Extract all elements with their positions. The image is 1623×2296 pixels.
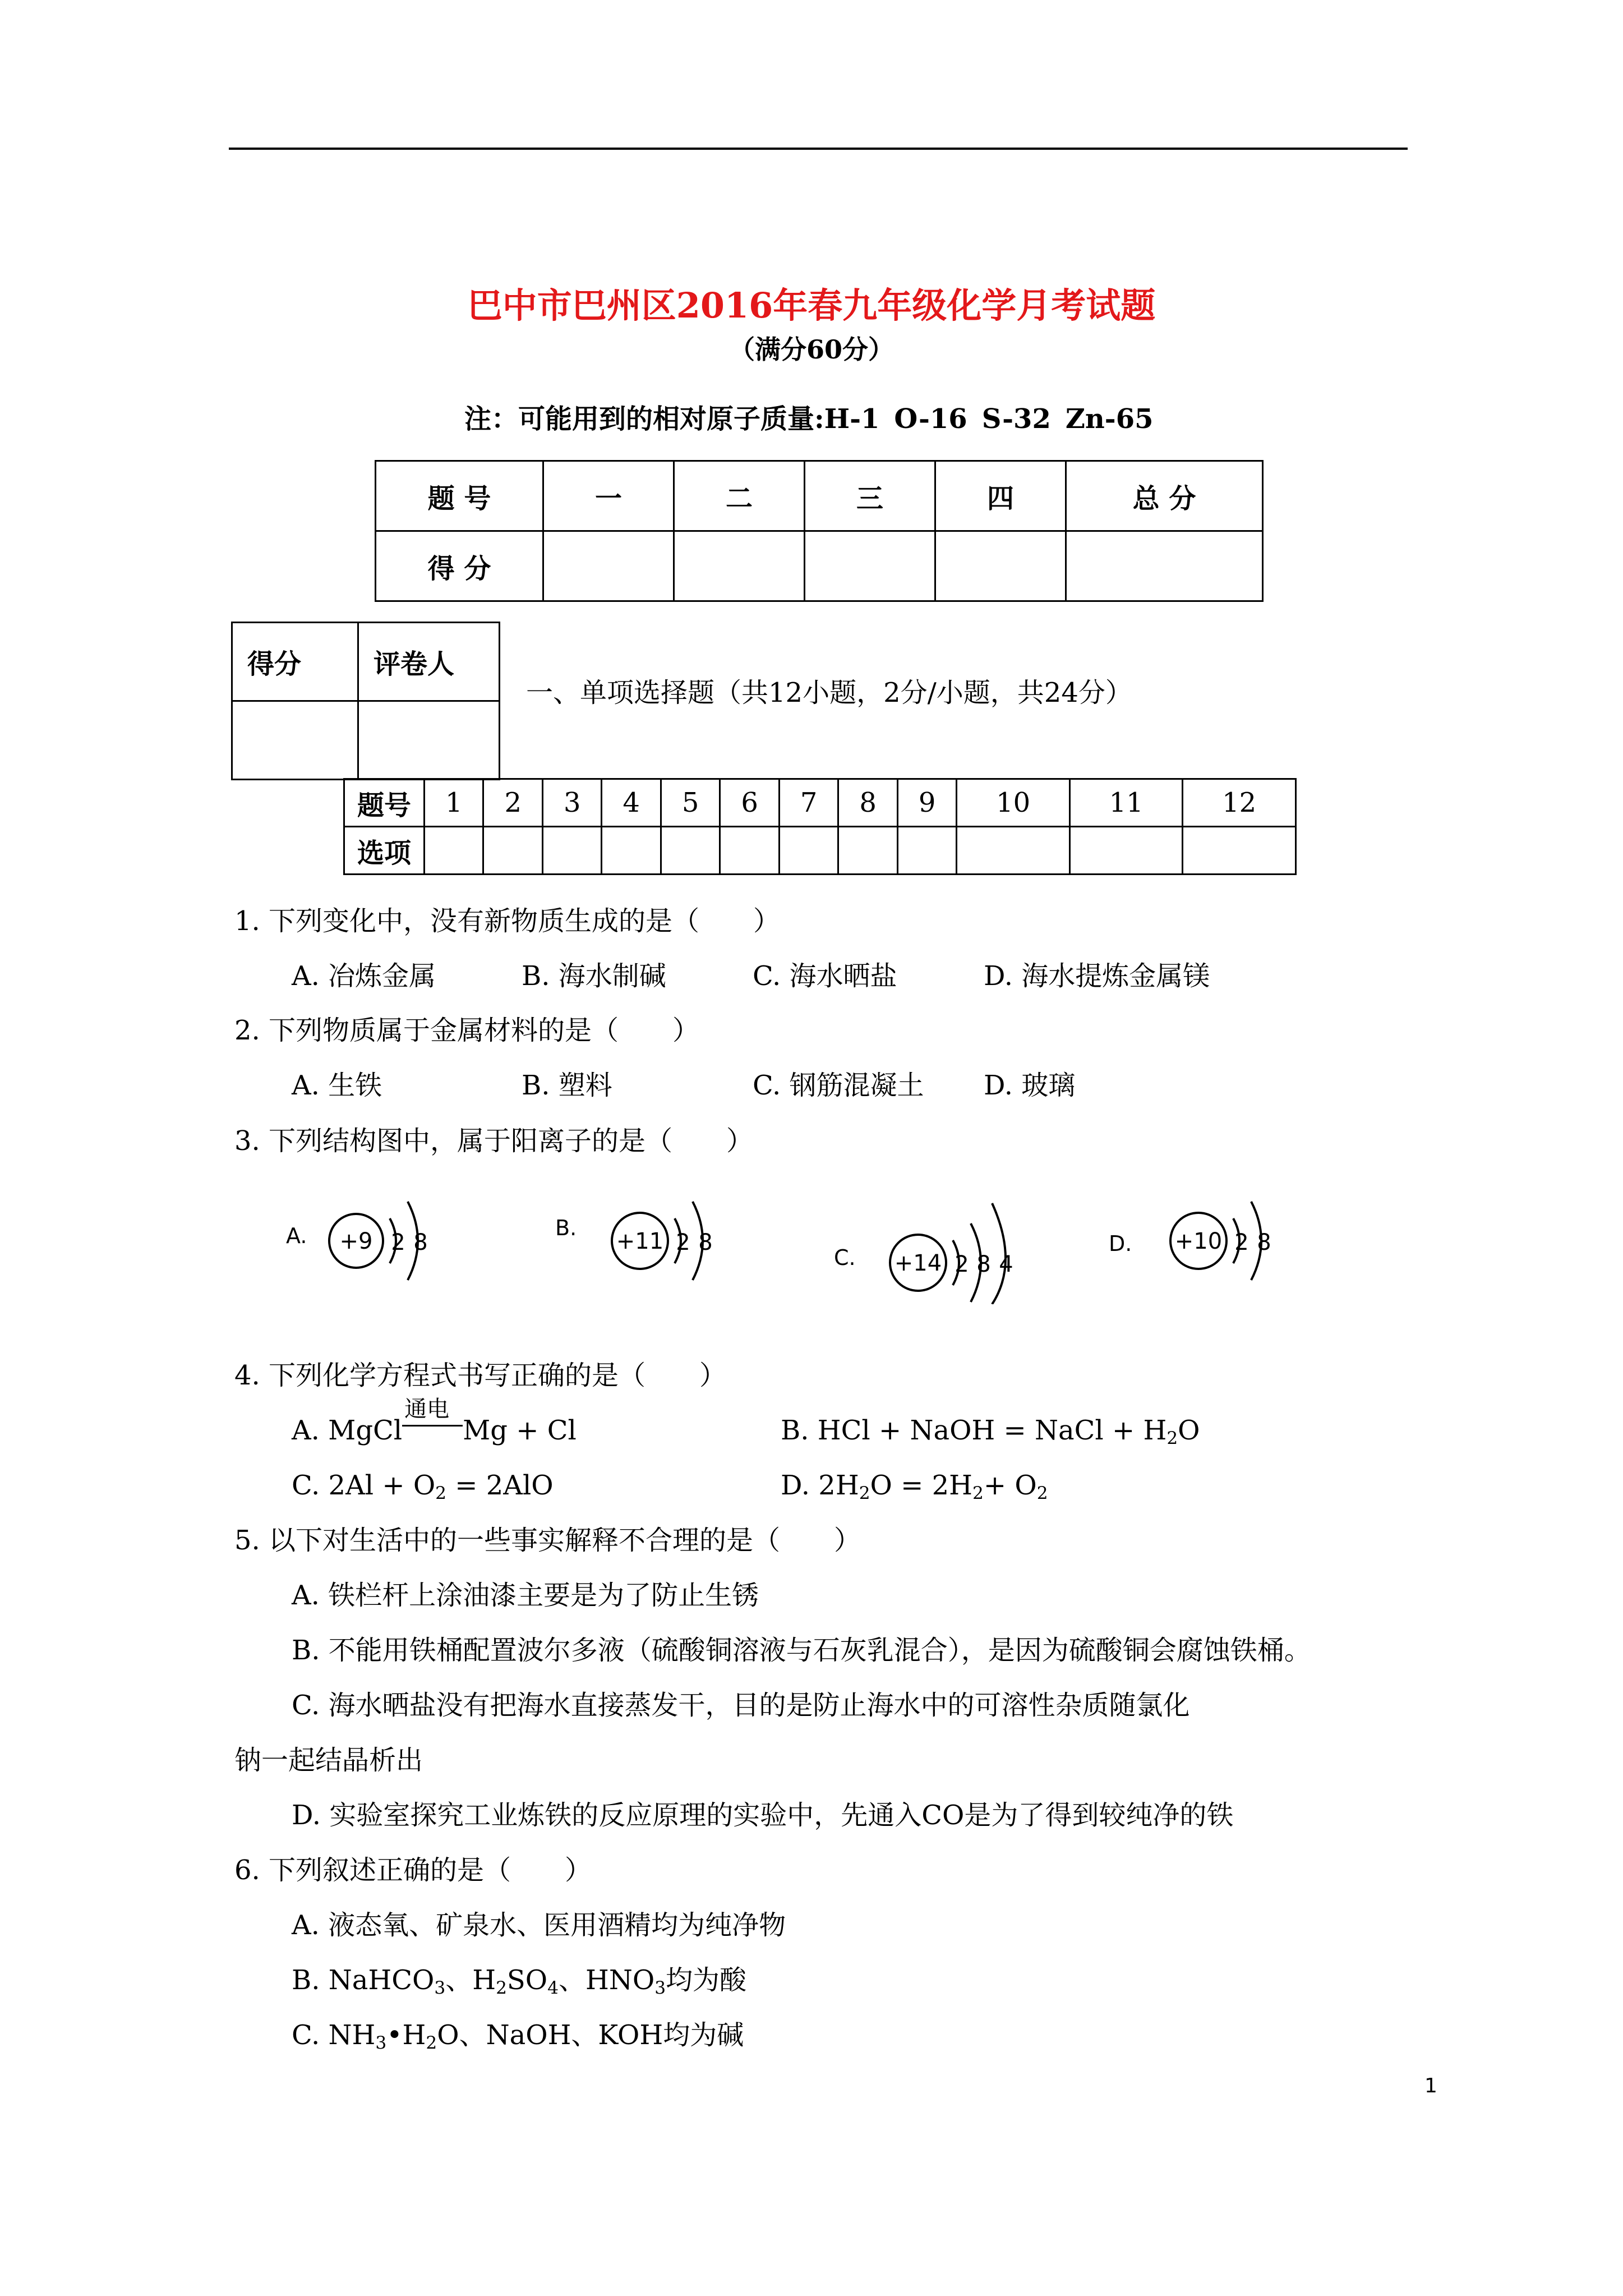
question-4-option-d[interactable] xyxy=(781,1469,1048,1510)
q6b-part-3: SO xyxy=(506,1964,548,1996)
score-cell[interactable] xyxy=(543,531,674,601)
answer-number: 9 xyxy=(897,779,956,827)
answer-number: 4 xyxy=(602,779,661,827)
q6c-sub-2: 2 xyxy=(426,2032,437,2053)
eq-c-sub: 2 xyxy=(435,1483,447,1503)
score-header-cell: 二 xyxy=(674,461,805,531)
page-number: 1 xyxy=(1424,2074,1437,2097)
q6c-part-3: O、NaOH、KOH均为碱 xyxy=(437,2019,744,2051)
section-heading: 一、单项选择题（共12小题，2分/小题，共24分） xyxy=(526,677,1132,708)
eq-a-prefix: A. MgCl xyxy=(292,1415,403,1446)
eq-d-part-2: O = 2H xyxy=(870,1470,973,1501)
answer-number: 6 xyxy=(720,779,779,827)
atom-c-shell-3: 4 xyxy=(999,1251,1013,1277)
answer-number: 11 xyxy=(1069,779,1183,827)
atom-diagram-b[interactable] xyxy=(552,1167,743,1290)
atom-diagram-c[interactable] xyxy=(831,1170,1044,1304)
atom-d-shell-1: 2 xyxy=(1234,1230,1249,1255)
atom-c-shell-1: 2 xyxy=(955,1251,969,1277)
reaction-bar xyxy=(402,1425,463,1427)
eq-a-suffix: Mg + Cl xyxy=(463,1415,577,1446)
answer-cell[interactable] xyxy=(779,827,838,875)
score-row-label: 得 分 xyxy=(376,531,543,601)
question-4-stem: 4. 下列化学方程式书写正确的是（ ） xyxy=(234,1360,727,1391)
score-header-cell: 四 xyxy=(935,461,1066,531)
answer-cell[interactable] xyxy=(897,827,956,875)
eq-d-part-3: + O xyxy=(983,1470,1037,1501)
mass-zn: Zn-65 xyxy=(1065,403,1154,435)
score-header-cell: 题 号 xyxy=(376,461,543,531)
score-cell[interactable] xyxy=(935,531,1066,601)
question-2-option-a[interactable]: A. 生铁 xyxy=(292,1070,382,1101)
eq-c-prefix: C. 2Al + O xyxy=(292,1470,436,1501)
answer-cell[interactable] xyxy=(1069,827,1183,875)
atom-a-shell-2: 8 xyxy=(413,1230,428,1255)
atom-b-shell-1: 2 xyxy=(676,1230,690,1255)
header-rule xyxy=(229,148,1408,150)
q6b-part-4: 、HNO xyxy=(558,1964,655,1996)
exam-title: 巴中市巴州区2016年春九年级化学月考试题 xyxy=(467,285,1156,326)
eq-d-part-1: D. 2H xyxy=(781,1470,859,1501)
atom-b-charge: +11 xyxy=(616,1228,664,1254)
question-4-option-b[interactable] xyxy=(781,1414,1200,1455)
question-1-option-c[interactable]: C. 海水晒盐 xyxy=(753,960,897,992)
atom-a-letter: A. xyxy=(286,1223,307,1248)
atom-c-letter: C. xyxy=(834,1245,856,1270)
atom-b-letter: B. xyxy=(555,1216,577,1240)
atom-d-charge: +10 xyxy=(1174,1228,1223,1254)
mass-h: H-1 xyxy=(824,403,880,435)
answer-number: 8 xyxy=(838,779,897,827)
atom-diagram-a[interactable] xyxy=(283,1167,463,1290)
grader-score-cell[interactable] xyxy=(232,701,358,780)
answer-cell[interactable] xyxy=(542,827,601,875)
answer-row-label: 题号 xyxy=(344,779,425,827)
q6b-part-5: 均为酸 xyxy=(666,1964,747,1996)
answer-row-label: 选项 xyxy=(344,827,425,875)
question-1-option-b[interactable]: B. 海水制碱 xyxy=(522,960,666,992)
question-1-option-d[interactable]: D. 海水提炼金属镁 xyxy=(984,960,1210,992)
eq-d-sub-1: 2 xyxy=(859,1483,870,1503)
question-6-stem: 6. 下列叙述正确的是（ ） xyxy=(234,1855,592,1886)
answer-number: 7 xyxy=(779,779,838,827)
question-6-option-a[interactable]: A. 液态氧、矿泉水、医用酒精均为纯净物 xyxy=(292,1910,786,1941)
score-cell[interactable] xyxy=(1066,531,1263,601)
answer-cell[interactable] xyxy=(483,827,542,875)
question-5-option-b[interactable]: B. 不能用铁桶配置波尔多液（硫酸铜溶液与石灰乳混合），是因为硫酸铜会腐蚀铁桶。 xyxy=(292,1635,1311,1666)
question-5-option-a[interactable]: A. 铁栏杆上涂油漆主要是为了防止生锈 xyxy=(292,1580,759,1611)
question-2-stem: 2. 下列物质属于金属材料的是（ ） xyxy=(234,1015,700,1046)
eq-b-prefix: B. HCl + NaOH = NaCl + H xyxy=(781,1415,1167,1446)
score-header-cell: 一 xyxy=(543,461,674,531)
answer-number: 3 xyxy=(542,779,601,827)
score-header-cell: 总 分 xyxy=(1066,461,1263,531)
q6b-sub-2: 2 xyxy=(496,1977,507,1998)
atom-a-shell-1: 2 xyxy=(391,1230,405,1255)
answer-cell[interactable] xyxy=(1183,827,1296,875)
q6b-sub-3: 4 xyxy=(547,1977,559,1998)
score-table-score-row xyxy=(376,531,1263,601)
question-2-options xyxy=(292,1069,1075,1102)
question-5-option-d[interactable]: D. 实验室探究工业炼铁的反应原理的实验中，先通入CO是为了得到较纯净的铁 xyxy=(292,1800,1234,1831)
question-1-stem: 1. 下列变化中，没有新物质生成的是（ ） xyxy=(234,905,781,937)
answer-cell[interactable] xyxy=(957,827,1070,875)
question-5-option-c-line-2[interactable]: 钠一起结晶析出 xyxy=(234,1745,423,1776)
question-6-option-c[interactable] xyxy=(292,2018,744,2060)
question-1-option-a[interactable]: A. 冶炼金属 xyxy=(292,960,436,992)
q6c-sub-1: 3 xyxy=(375,2032,387,2053)
grader-table xyxy=(231,622,500,780)
answer-choice-row xyxy=(344,827,1296,875)
atom-c-shell-2: 8 xyxy=(976,1251,991,1277)
answer-number: 2 xyxy=(483,779,542,827)
atom-d-letter: D. xyxy=(1109,1231,1132,1256)
atom-d-shell-2: 8 xyxy=(1257,1230,1271,1255)
mass-s: S-32 xyxy=(981,403,1051,435)
answer-number: 10 xyxy=(957,779,1070,827)
q6c-part-1: C. NH xyxy=(292,2019,376,2051)
answer-cell[interactable] xyxy=(838,827,897,875)
answer-cell[interactable] xyxy=(661,827,720,875)
question-4-option-c[interactable] xyxy=(292,1469,554,1510)
reaction-condition-label: 通电 xyxy=(404,1396,450,1422)
score-table-header-row xyxy=(376,461,1263,531)
grader-name-cell[interactable] xyxy=(358,701,500,780)
score-table xyxy=(375,460,1264,602)
q6b-part-2: 、H xyxy=(445,1964,496,1996)
answer-table xyxy=(343,778,1297,875)
q6b-part-1: B. NaHCO xyxy=(292,1964,435,1996)
answer-number-row xyxy=(344,779,1296,827)
eq-c-suffix: = 2AlO xyxy=(446,1470,554,1501)
mass-o: O-16 xyxy=(894,403,967,435)
answer-cell[interactable] xyxy=(602,827,661,875)
question-5-stem: 5. 以下对生活中的一些事实解释不合理的是（ ） xyxy=(234,1525,861,1556)
answer-number: 5 xyxy=(661,779,720,827)
atom-diagram-d[interactable] xyxy=(1106,1167,1297,1290)
question-2-option-c[interactable]: C. 钢筋混凝土 xyxy=(753,1070,924,1101)
q6b-sub-1: 3 xyxy=(434,1977,446,1998)
question-4-option-a[interactable] xyxy=(292,1396,577,1447)
question-3-stem: 3. 下列结构图中，属于阳离子的是（ ） xyxy=(234,1125,754,1157)
atom-c-charge: +14 xyxy=(894,1250,942,1276)
atomic-mass-note xyxy=(464,402,1168,436)
eq-b-suffix: O xyxy=(1178,1415,1200,1446)
question-1-options xyxy=(292,959,1210,993)
eq-b-sub: 2 xyxy=(1166,1428,1178,1448)
answer-cell[interactable] xyxy=(425,827,483,875)
question-6-option-b[interactable] xyxy=(292,1963,746,2005)
eq-d-sub-2: 2 xyxy=(972,1483,984,1503)
question-2-option-b[interactable]: B. 塑料 xyxy=(522,1070,612,1101)
q6c-part-2: •H xyxy=(386,2019,426,2051)
reaction-condition xyxy=(402,1396,463,1447)
note-label: 注：可能用到的相对原子质量: xyxy=(464,403,824,435)
eq-d-sub-3: 2 xyxy=(1036,1483,1048,1503)
answer-cell[interactable] xyxy=(720,827,779,875)
q6b-sub-4: 3 xyxy=(654,1977,666,1998)
atom-b-shell-2: 8 xyxy=(698,1230,713,1255)
question-5-option-c-line-1[interactable]: C. 海水晒盐没有把海水直接蒸发干，目的是防止海水中的可溶性杂质随氯化 xyxy=(292,1690,1190,1721)
answer-number: 12 xyxy=(1183,779,1296,827)
score-cell[interactable] xyxy=(805,531,935,601)
score-header-cell: 三 xyxy=(805,461,935,531)
grader-score-label: 得分 xyxy=(232,623,358,701)
exam-subtitle: （满分60分） xyxy=(728,334,894,365)
grader-name-label: 评卷人 xyxy=(358,623,500,701)
score-cell[interactable] xyxy=(674,531,805,601)
atom-a-charge: +9 xyxy=(339,1228,373,1254)
answer-number: 1 xyxy=(425,779,483,827)
question-2-option-d[interactable]: D. 玻璃 xyxy=(984,1070,1076,1101)
